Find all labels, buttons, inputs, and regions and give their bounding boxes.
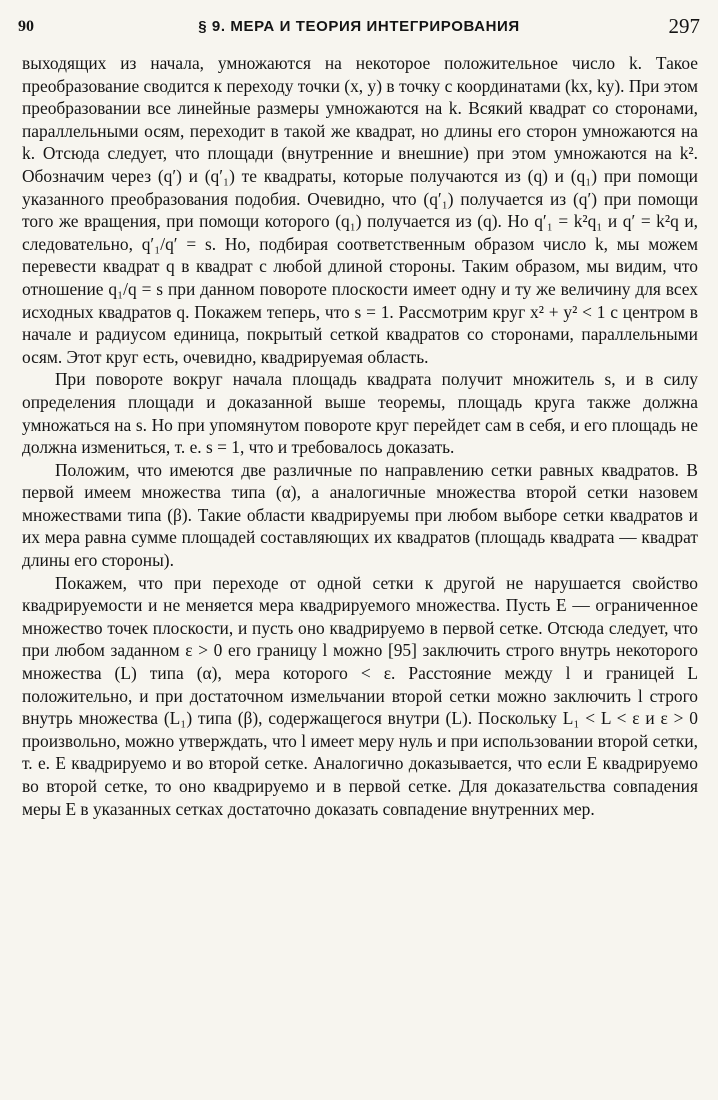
paragraph-4: Покажем, что при переходе от одной сетки к другой не нарушается свойство квадрируемости и не меняется мера квадрируемого множества. Пусть E — ограниченное множество точек плоскости, и пусть оно квадрируемо в первой сетке. Отсюда следует, что при любом заданном ε > 0 его границу l можно [95] заключить строго внутрь некоторого множества (L) типа (α), мера которого < ε. Расстояние между l и границей L положительно, и при достаточном измельчании второй сетки можно заключить l строго внутрь множества (L₁) типа (β), содержащегося внутри (L). Поскольку L₁ < L < ε и ε > 0 произвольно, можно утверждать, что l имеет меру нуль и при использовании второй сетки, т. е. E квадрируемо и во второй сетке. Аналогично доказывается, что если E квадрируемо во второй сетке, то оно квадрируемо и в первой сетке. Для доказательства совпадения меры E в указанных сетках достаточно доказать совпадение внутренних мер. — [22, 572, 698, 819]
paragraph-3: Положим, что имеются две различные по направлению сетки равных квадратов. В первой имеем множества типа (α), а аналогичные множества второй сетки назовем множествами типа (β). Такие области квадрируемы при любом выборе сетки квадратов и их мера равна сумме площадей составляющих их квадратов (площадь квадрата — квадрат длины его стороны). — [22, 459, 698, 571]
body-text — [22, 52, 698, 820]
section-title: § 9. МЕРА И ТЕОРИЯ ИНТЕГРИРОВАНИЯ — [198, 18, 520, 35]
page-header — [18, 14, 700, 44]
page-number: 297 — [668, 14, 700, 38]
paragraph-2: При повороте вокруг начала площадь квадрата получит множитель s, и в силу определения площади и доказанной выше теоремы, площадь круга также должна умножаться на s. Но при упомянутом повороте круг перейдет сам в себя, и его площадь не должна измениться, т. е. s = 1, что и требовалось доказать. — [22, 369, 698, 458]
paragraph-1: выходящих из начала, умножаются на некоторое положительное число k. Такое преобразование сводится к переходу точки (x, y) в точку с координатами (kx, ky). При этом преобразовании все линейные размеры умножаются на k. Всякий квадрат со сторонами, параллельными осям, переходит в такой же квадрат, но длины его сторон умножаются на k. Отсюда следует, что площади (внутренние и внешние) при этом умножаются на k². Обозначим через (q′) и (q′₁) те квадраты, которые получаются из (q) и (q₁) при помощи указанного преобразования подобия. Очевидно, что (q′₁) получается из (q′) при помощи того же вращения, при помощи которого (q₁) получается из (q). Но q′₁ = k²q₁ и q′ = k²q и, следовательно, q′₁/q′ = s. Но, подбирая соответственным образом число k, мы можем перевести квадрат q в квадрат с любой длиной стороны. Таким образом, мы видим, что отношение q₁/q = s при данном повороте плоскости имеет одну и ту же величину для всех исходных квадратов q. Покажем теперь, что s = 1. Рассмотрим круг x² + y² < 1 с центром в начале и радиусом единица, покрытый сеткой квадратов со сторонами, параллельными осям. Этот круг есть, очевидно, квадрируемая область. — [22, 53, 698, 367]
header-left-mark: 90 — [18, 18, 34, 35]
